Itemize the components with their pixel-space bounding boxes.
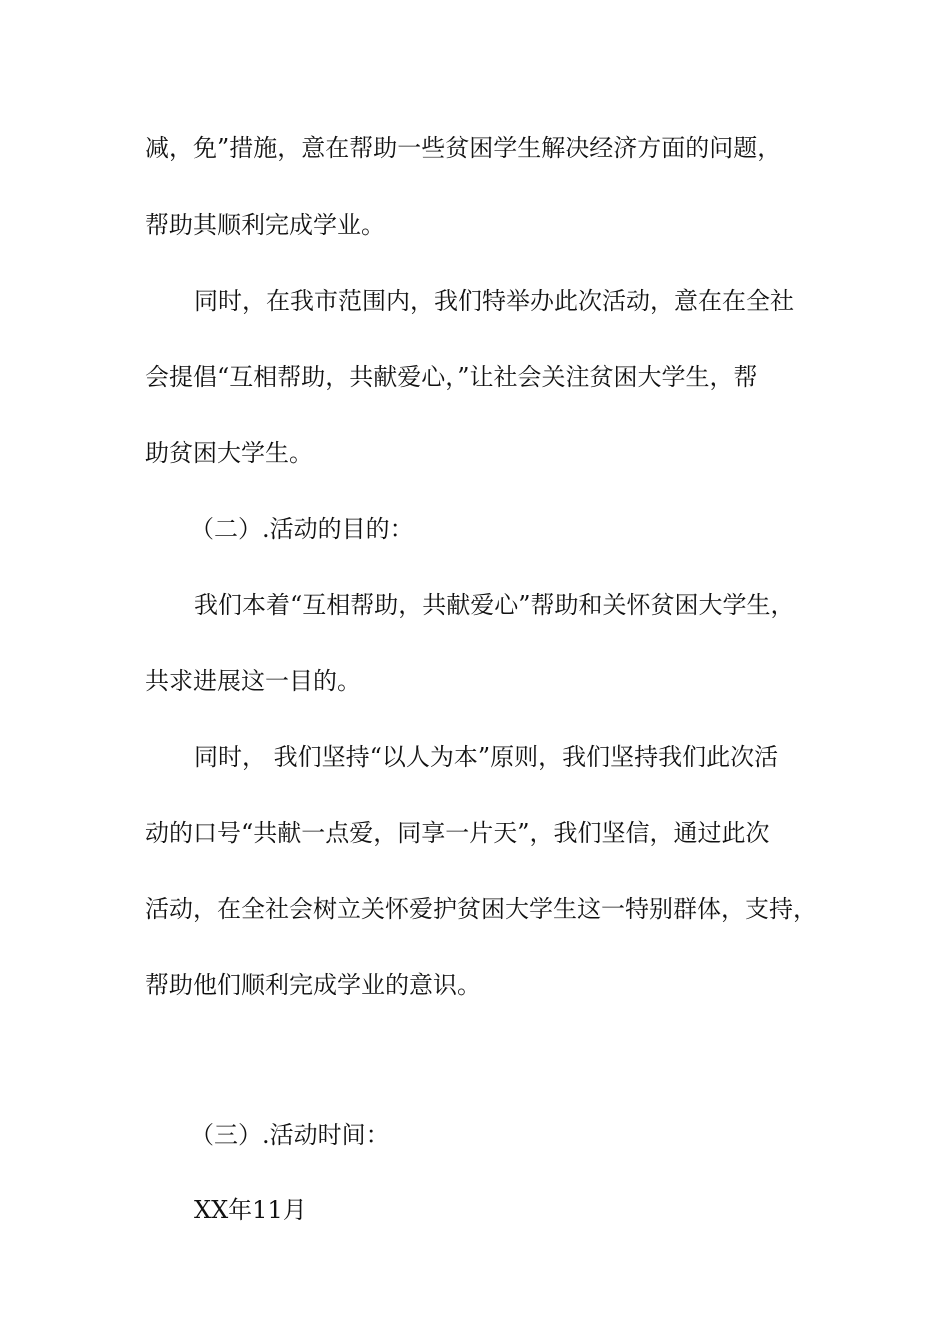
paragraph-line: 共求进展这一目的。 [145,667,361,695]
section-heading: （三）.活动时间： [190,1121,390,1149]
section-heading: （二）.活动的目的： [190,515,414,543]
paragraph-line: 帮助他们顺利完成学业的意识。 [145,971,481,999]
paragraph-line: 我们本着“互相帮助，共献爱心”帮助和关怀贫困大学生， [194,591,795,619]
paragraph-line: 同时， 我们坚持“以人为本”原则，我们坚持我们此次活 [194,743,779,771]
paragraph-line: 同时，在我市范围内，我们特举办此次活动，意在在全社 [194,287,794,315]
paragraph-line: 助贫困大学生。 [145,439,313,467]
paragraph-line: 会提倡“互相帮助，共献爱心，”让社会关注贫困大学生，帮 [145,363,758,391]
paragraph-line: 减，免”措施，意在帮助一些贫困学生解决经济方面的问题， [145,134,782,162]
paragraph-line: 活动，在全社会树立关怀爱护贫困大学生这一特别群体，支持， [145,895,817,923]
date-text: XX年11月 [194,1196,307,1224]
paragraph-line: 动的口号“共献一点爱，同享一片天”，我们坚信，通过此次 [145,819,770,847]
paragraph-line: 帮助其顺利完成学业。 [145,211,385,239]
